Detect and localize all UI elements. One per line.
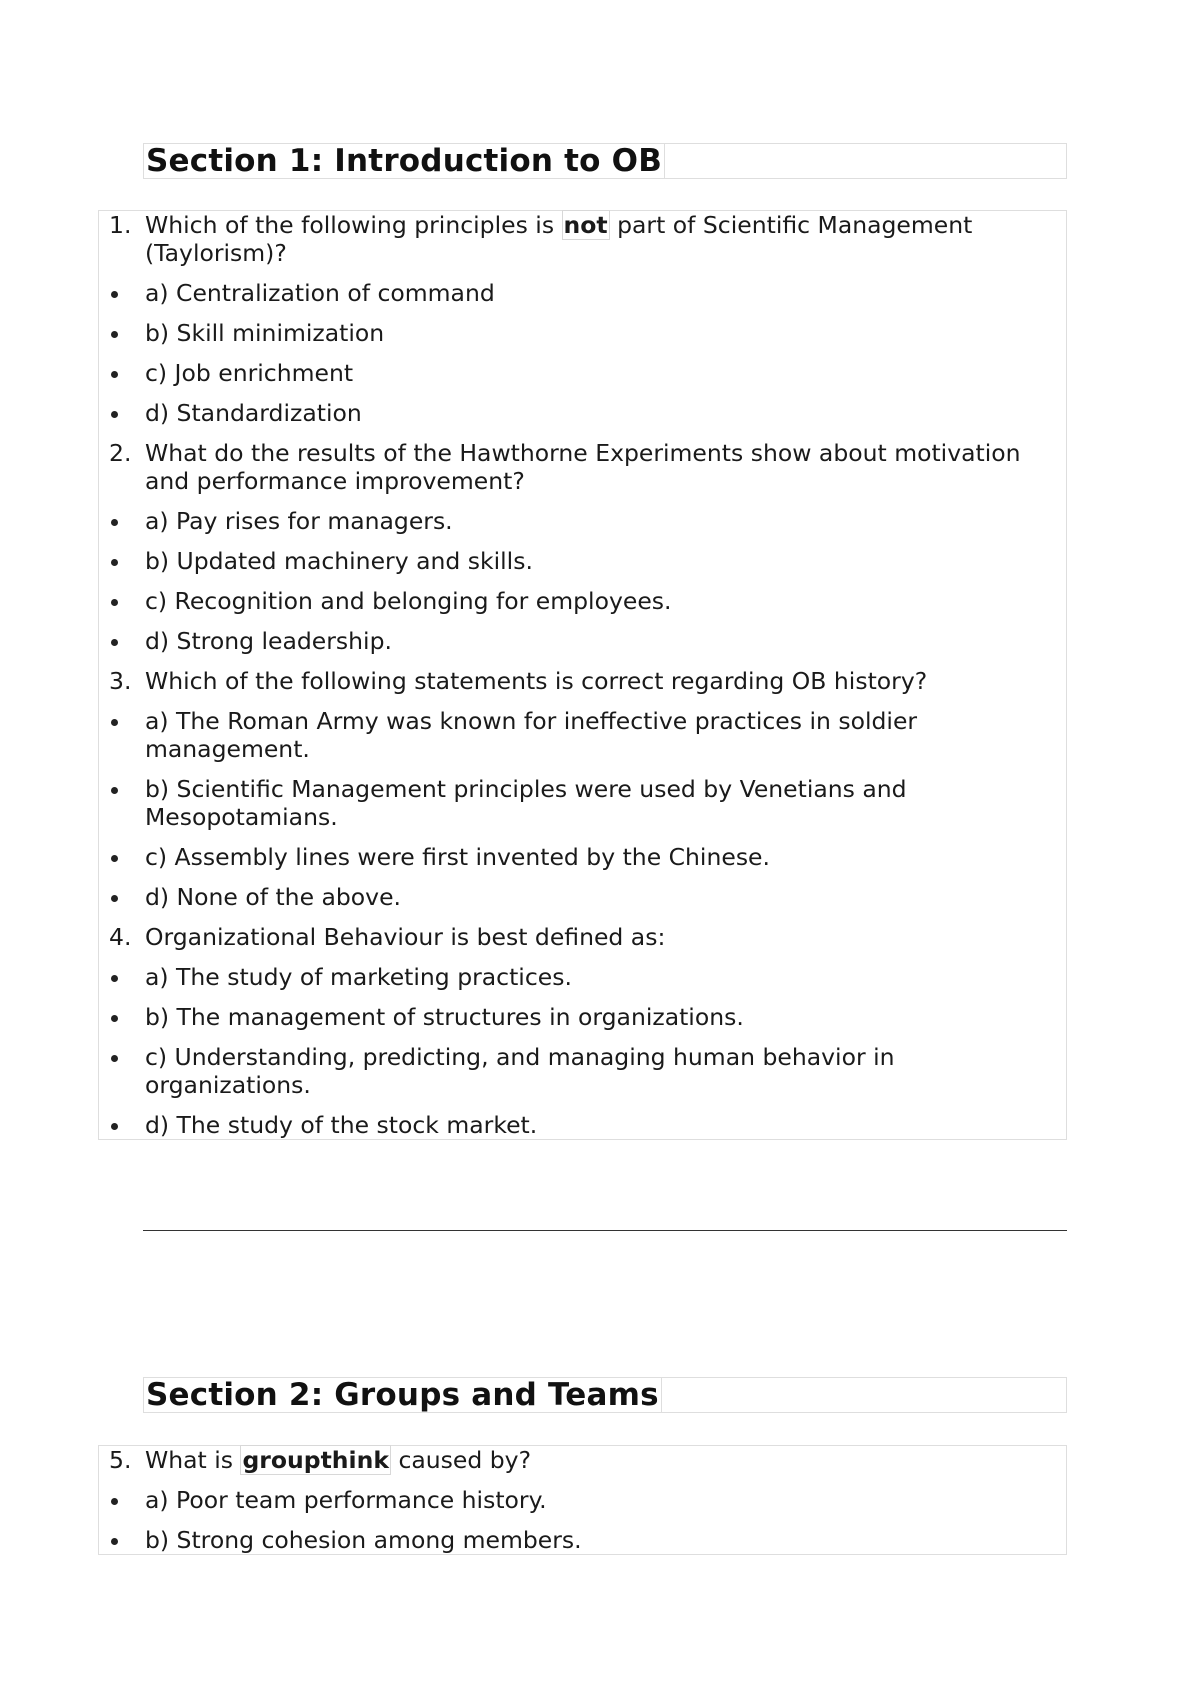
option-text: a) Poor team performance history. xyxy=(145,1486,547,1514)
bullet-icon xyxy=(111,331,118,338)
option-text: a) Centralization of command xyxy=(145,279,495,307)
bullet-icon xyxy=(111,855,118,862)
answer-option xyxy=(99,507,1066,535)
option-text: d) The study of the stock market. xyxy=(145,1111,538,1139)
section-divider xyxy=(143,1230,1067,1231)
answer-option xyxy=(99,279,1066,307)
question-text: Organizational Behaviour is best defined as: xyxy=(145,923,666,951)
answer-option xyxy=(99,707,1066,763)
answer-option xyxy=(99,319,1066,347)
question-number: 4. xyxy=(109,923,132,951)
bullet-icon xyxy=(111,559,118,566)
section-1-question-list xyxy=(98,210,1067,1140)
option-text: c) Understanding, predicting, and managing human behavior in organizations. xyxy=(145,1043,895,1099)
option-text: d) Standardization xyxy=(145,399,362,427)
bullet-icon xyxy=(111,1055,118,1062)
question-1 xyxy=(99,211,1066,267)
bullet-icon xyxy=(111,411,118,418)
answer-option xyxy=(99,963,1066,991)
bullet-icon xyxy=(111,1123,118,1130)
option-text: a) Pay rises for managers. xyxy=(145,507,453,535)
section-2-heading xyxy=(143,1377,1067,1413)
bullet-icon xyxy=(111,1538,118,1545)
bullet-icon xyxy=(111,895,118,902)
emphasized-word: groupthink xyxy=(242,1446,389,1474)
question-number: 2. xyxy=(109,439,132,467)
option-text: b) Skill minimization xyxy=(145,319,385,347)
question-text-end: caused by? xyxy=(390,1446,532,1474)
question-text: Which of the following statements is correct regarding OB history? xyxy=(145,667,928,695)
option-text: b) Strong cohesion among members. xyxy=(145,1526,582,1554)
answer-option xyxy=(99,1111,1066,1139)
option-text: a) The Roman Army was known for ineffective practices in soldier management. xyxy=(145,707,918,763)
bullet-icon xyxy=(111,519,118,526)
answer-option xyxy=(99,1043,1066,1099)
question-4 xyxy=(99,923,1066,951)
option-text: b) Updated machinery and skills. xyxy=(145,547,533,575)
question-text-start: What is xyxy=(145,1446,241,1474)
section-1-heading xyxy=(143,143,1067,179)
section-1-title: Section 1: Introduction to OB xyxy=(144,144,665,178)
answer-option xyxy=(99,843,1066,871)
bullet-icon xyxy=(111,291,118,298)
bullet-icon xyxy=(111,787,118,794)
question-text-end: part of Scientific Management (Taylorism)? xyxy=(145,211,973,267)
bullet-icon xyxy=(111,371,118,378)
bullet-icon xyxy=(111,1015,118,1022)
option-text: c) Assembly lines were first invented by the Chinese. xyxy=(145,843,770,871)
question-text: What do the results of the Hawthorne Experiments show about motivation and performance improvement? xyxy=(145,439,1021,495)
emphasized-word: not xyxy=(563,211,608,239)
section-2-question-list xyxy=(98,1445,1067,1555)
answer-option xyxy=(99,883,1066,911)
bullet-icon xyxy=(111,1498,118,1505)
question-3 xyxy=(99,667,1066,695)
question-text-start: Which of the following principles is xyxy=(145,211,562,239)
question-number: 5. xyxy=(109,1446,132,1474)
question-5 xyxy=(99,1446,1066,1474)
section-2-title: Section 2: Groups and Teams xyxy=(144,1378,662,1412)
option-text: c) Job enrichment xyxy=(145,359,354,387)
question-2 xyxy=(99,439,1066,495)
option-text: b) Scientific Management principles were used by Venetians and Mesopotamians. xyxy=(145,775,907,831)
answer-option xyxy=(99,399,1066,427)
answer-option xyxy=(99,547,1066,575)
bullet-icon xyxy=(111,975,118,982)
answer-option xyxy=(99,359,1066,387)
answer-option xyxy=(99,1486,1066,1514)
bullet-icon xyxy=(111,599,118,606)
bullet-icon xyxy=(111,639,118,646)
option-text: a) The study of marketing practices. xyxy=(145,963,572,991)
answer-option xyxy=(99,775,1066,831)
question-number: 1. xyxy=(109,211,132,239)
answer-option xyxy=(99,627,1066,655)
question-number: 3. xyxy=(109,667,132,695)
answer-option xyxy=(99,587,1066,615)
option-text: d) None of the above. xyxy=(145,883,402,911)
option-text: c) Recognition and belonging for employees. xyxy=(145,587,672,615)
answer-option xyxy=(99,1003,1066,1031)
bullet-icon xyxy=(111,719,118,726)
answer-option xyxy=(99,1526,1066,1554)
option-text: d) Strong leadership. xyxy=(145,627,392,655)
option-text: b) The management of structures in organizations. xyxy=(145,1003,744,1031)
